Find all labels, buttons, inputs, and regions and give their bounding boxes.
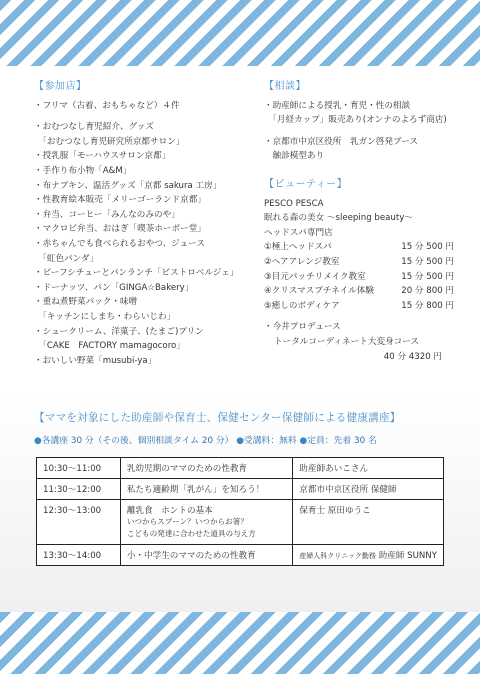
menu-item-name: ⑤癒しのボディケア xyxy=(264,300,340,311)
list-item: ・性教育絵本販売「メリーゴーランド京都」 xyxy=(34,195,206,206)
bullet-icon: ● xyxy=(34,436,42,446)
right-column xyxy=(264,80,454,364)
list-item: ・赤ちゃんでも食べられるおやつ、ジュース xyxy=(34,238,205,249)
speaker-cell: 助産師あいこさん xyxy=(293,458,444,479)
menu-item-price: 20 分 800 円 xyxy=(401,286,454,297)
bullet-icon: ● xyxy=(299,436,308,446)
decorative-stripes-top xyxy=(0,0,480,66)
list-item: ・ドーナッツ、パン「GINGA☆Bakery」 xyxy=(34,282,194,293)
menu-item-price: 15 分 500 円 xyxy=(401,271,454,282)
lecture-title: 【ママを対象にした助産師や保育士、保健センター保健師による健康講座】 xyxy=(34,412,401,424)
time-cell: 13:30〜14:00 xyxy=(37,545,121,566)
list-item: ・布ナプキン、温活グッズ「京都 sakura 工房」 xyxy=(34,180,222,191)
speaker-cell xyxy=(293,545,444,566)
list-item: PESCO PESCA xyxy=(264,198,324,209)
menu-item-name: ②ヘアアレンジ教室 xyxy=(264,256,340,267)
produce-price: 40 分 4320 円 xyxy=(383,351,442,362)
table-row xyxy=(37,479,444,500)
list-item: ・弁当、コーヒー「みんなのみのや」 xyxy=(34,209,180,220)
consult-list xyxy=(264,99,454,164)
speaker-affiliation: 産婦人科クリニック勤務 xyxy=(299,552,376,560)
table-row xyxy=(37,500,444,545)
list-item: 触診模型あり xyxy=(264,151,325,162)
shops-list xyxy=(34,99,254,369)
list-item: 「おむつなし育児研究所京都サロン」 xyxy=(34,136,185,147)
speaker-cell: 京都市中京区役所 保健師 xyxy=(293,479,444,500)
list-item: ・手作り布小物「A&M」 xyxy=(34,165,132,176)
produce-line1: ・今井プロデュース xyxy=(264,322,341,333)
topic-cell xyxy=(120,500,292,545)
shops-section xyxy=(34,80,254,368)
time-cell: 10:30〜11:00 xyxy=(37,458,121,479)
menu-item xyxy=(264,240,454,255)
list-item: ・重ね煮野菜パック・味噌 xyxy=(34,297,138,308)
topic-cell: 小・中学生のママのための性教育 xyxy=(120,545,292,566)
list-item: 眠れる森の美女 〜sleeping beauty〜 xyxy=(264,213,413,224)
menu-item xyxy=(264,270,454,285)
menu-item-price: 15 分 500 円 xyxy=(401,242,454,253)
list-item: ・おいしい野菜「musubi-ya」 xyxy=(34,355,157,366)
list-item: ・ビーフシチューとパンランチ「ビストロベルジェ」 xyxy=(34,268,239,279)
decorative-stripes-bottom xyxy=(0,612,480,674)
beauty-intro xyxy=(264,197,454,241)
list-item: ・助産師による授乳・育児・性の相談 xyxy=(264,100,411,111)
lecture-info xyxy=(34,433,454,446)
topic-sub: いつからスプーン？いつからお箸？ xyxy=(126,517,248,526)
menu-item xyxy=(264,284,454,299)
time-cell: 11:30〜12:00 xyxy=(37,479,121,500)
table-row xyxy=(37,458,444,479)
topic-main: 離乳食 ホントの基本 xyxy=(126,506,213,516)
beauty-menu xyxy=(264,240,454,313)
list-item: ・シュークリーム、洋菓子、(たまご)プリン xyxy=(34,326,204,337)
lecture-capacity: 定員：先着 30 名 xyxy=(307,436,377,446)
list-item: ・マクロビ弁当、おはぎ「喫茶ホーボー堂」 xyxy=(34,224,206,235)
beauty-title: 【ビューティー】 xyxy=(264,178,348,190)
menu-item-price: 15 分 800 円 xyxy=(401,300,454,311)
list-item: 「月経カップ」販売あり(オンナのよろず商店) xyxy=(264,115,447,126)
table-row xyxy=(37,545,444,566)
list-item: ・京都市中京区役所 乳ガン啓発ブース xyxy=(264,136,419,147)
lecture-duration: 各講座 30 分（その後、個別相談タイム 20 分） xyxy=(41,436,234,446)
menu-item xyxy=(264,255,454,270)
speaker-name: 助産師 SUNNY xyxy=(378,551,437,561)
list-item: 「キッチンにしまち・わらいじわ」 xyxy=(34,311,176,322)
list-item: 「CAKE FACTORY mamagocoro」 xyxy=(34,341,185,352)
list-item xyxy=(34,113,254,120)
consult-title: 【相談】 xyxy=(264,81,306,92)
shops-title: 【参加店】 xyxy=(34,81,87,92)
schedule-table xyxy=(36,457,444,566)
menu-item-name: ④クリスマスプチネイル体験 xyxy=(264,286,374,297)
speaker-cell: 保育士 原田ゆうこ xyxy=(293,500,444,545)
topic-cell: 乳幼児期のママのための性教育 xyxy=(120,458,292,479)
list-item: 「虹色パンダ」 xyxy=(34,253,99,264)
list-item xyxy=(264,128,454,135)
list-item: ・授乳服「モーハウスサロン京都」 xyxy=(34,151,171,162)
list-item: ・おむつなし育児紹介、グッズ xyxy=(34,122,154,133)
menu-item xyxy=(264,299,454,314)
menu-item-name: ③目元パッチリメイク教室 xyxy=(264,271,366,282)
topic-cell: 私たち適齢期「乳がん」を知ろう！ xyxy=(120,479,292,500)
bullet-icon: ● xyxy=(236,436,244,446)
menu-item-price: 15 分 500 円 xyxy=(401,256,454,267)
lecture-fee: 受講料：無料 xyxy=(243,436,297,446)
menu-item-name: ①極上ヘッドスパ xyxy=(264,242,332,253)
produce-line2: トータルコーディネート大変身コース xyxy=(274,336,419,347)
time-cell: 12:30〜13:00 xyxy=(37,500,121,545)
topic-sub: こどもの発達に合わせた道具の与え方 xyxy=(126,529,256,538)
list-item: ・フリマ（古着、おもちゃなど）４件 xyxy=(34,100,180,111)
list-item: ヘッドスパ専門店 xyxy=(264,227,333,238)
